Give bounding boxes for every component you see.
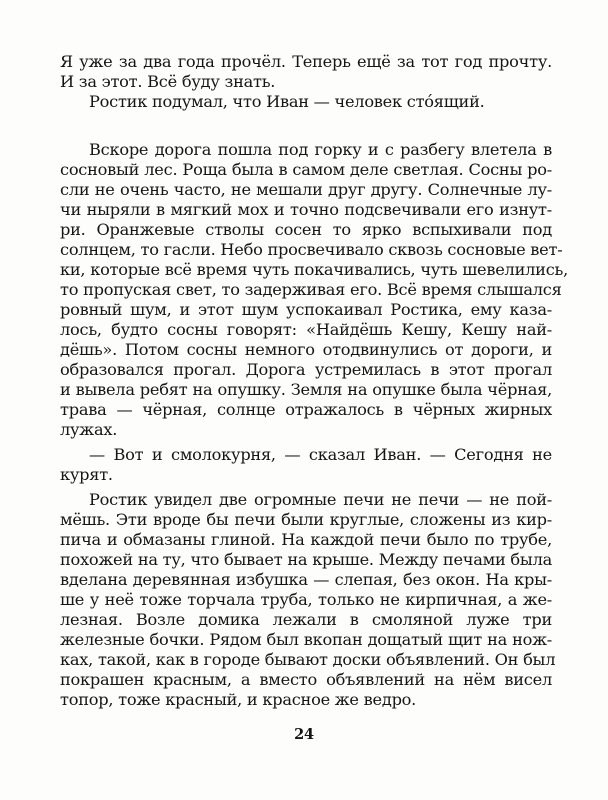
text-line: И за этот. Всё буду знать. xyxy=(60,72,276,91)
text-line: лезная. Возле домика лежали в смоляной луже три xyxy=(60,610,552,629)
page-number: 24 xyxy=(294,726,314,743)
text-line: ри. Оранжевые стволы сосен то ярко вспыхивали под xyxy=(60,220,552,239)
text-line: чи ныряли в мягкий мох и точно подсвечивали его изнут- xyxy=(60,200,552,219)
text-line: дёшь». Потом сосны немного отодвинулись от дороги, и xyxy=(60,340,552,359)
text-line: Ростик подумал, что Иван — человек сто́ящий. xyxy=(89,92,485,111)
text-line: сли не очень часто, не мешали друг другу. Солнечные лу- xyxy=(60,180,552,199)
text-line: — Вот и смолокурня, — сказал Иван. — Сегодня не xyxy=(89,445,552,464)
text-line: вделана деревянная избушка — слепая, без окон. На кры- xyxy=(60,570,552,589)
text-line: похожей на ту, что бывает на крыше. Между печами была xyxy=(60,550,552,569)
text-line: мёшь. Эти вроде бы печи были круглые, сложены из кир- xyxy=(60,510,552,529)
text-line: ше у неё тоже торчала труба, только не кирпичная, а же- xyxy=(60,590,552,609)
text-line: Ростик увидел две огромные печи не печи — не пой- xyxy=(89,490,552,509)
text-line: трава — чёрная, солнце отражалось в чёрных жирных xyxy=(60,400,552,419)
text-line: сосновый лес. Роща была в самом деле светлая. Сосны ро- xyxy=(60,160,552,179)
text-line: образовался прогал. Дорога устремилась в этот прогал xyxy=(60,360,552,379)
text-line: ки, которые всё время чуть покачивались, чуть шевелились, xyxy=(60,260,568,279)
text-line: лужах. xyxy=(60,420,118,439)
text-line: покрашен красным, а вместо объявлений на нём висел xyxy=(60,670,552,689)
text-line: солнцем, то гасли. Небо просвечивало сквозь сосновые вет- xyxy=(60,240,563,259)
text-line: железные бочки. Рядом был вкопан дощатый щит на нож- xyxy=(60,630,552,649)
text-line: Вскоре дорога пошла под горку и с разбегу влетела в xyxy=(89,140,552,159)
text-line: курят. xyxy=(60,465,113,484)
text-line: и вывела ребят на опушку. Земля на опушке была чёрная, xyxy=(60,380,552,399)
text-line: лось, будто сосны говорят: «Найдёшь Кешу, Кешу най- xyxy=(60,320,552,339)
text-line: топор, тоже красный, и красное же ведро. xyxy=(60,690,417,709)
text-line: пича и обмазаны глиной. На каждой печи было по трубе, xyxy=(60,530,552,549)
text-line: Я уже за два года прочёл. Теперь ещё за тот год прочту. xyxy=(60,52,552,71)
text-line: ках, такой, как в городе бывают доски объявлений. Он был xyxy=(60,650,556,669)
text-line: то пропуская свет, то задерживая его. Всё время слышался xyxy=(60,280,562,299)
text-line: ровный шум, и этот шум успокаивал Ростика, ему каза- xyxy=(60,300,552,319)
